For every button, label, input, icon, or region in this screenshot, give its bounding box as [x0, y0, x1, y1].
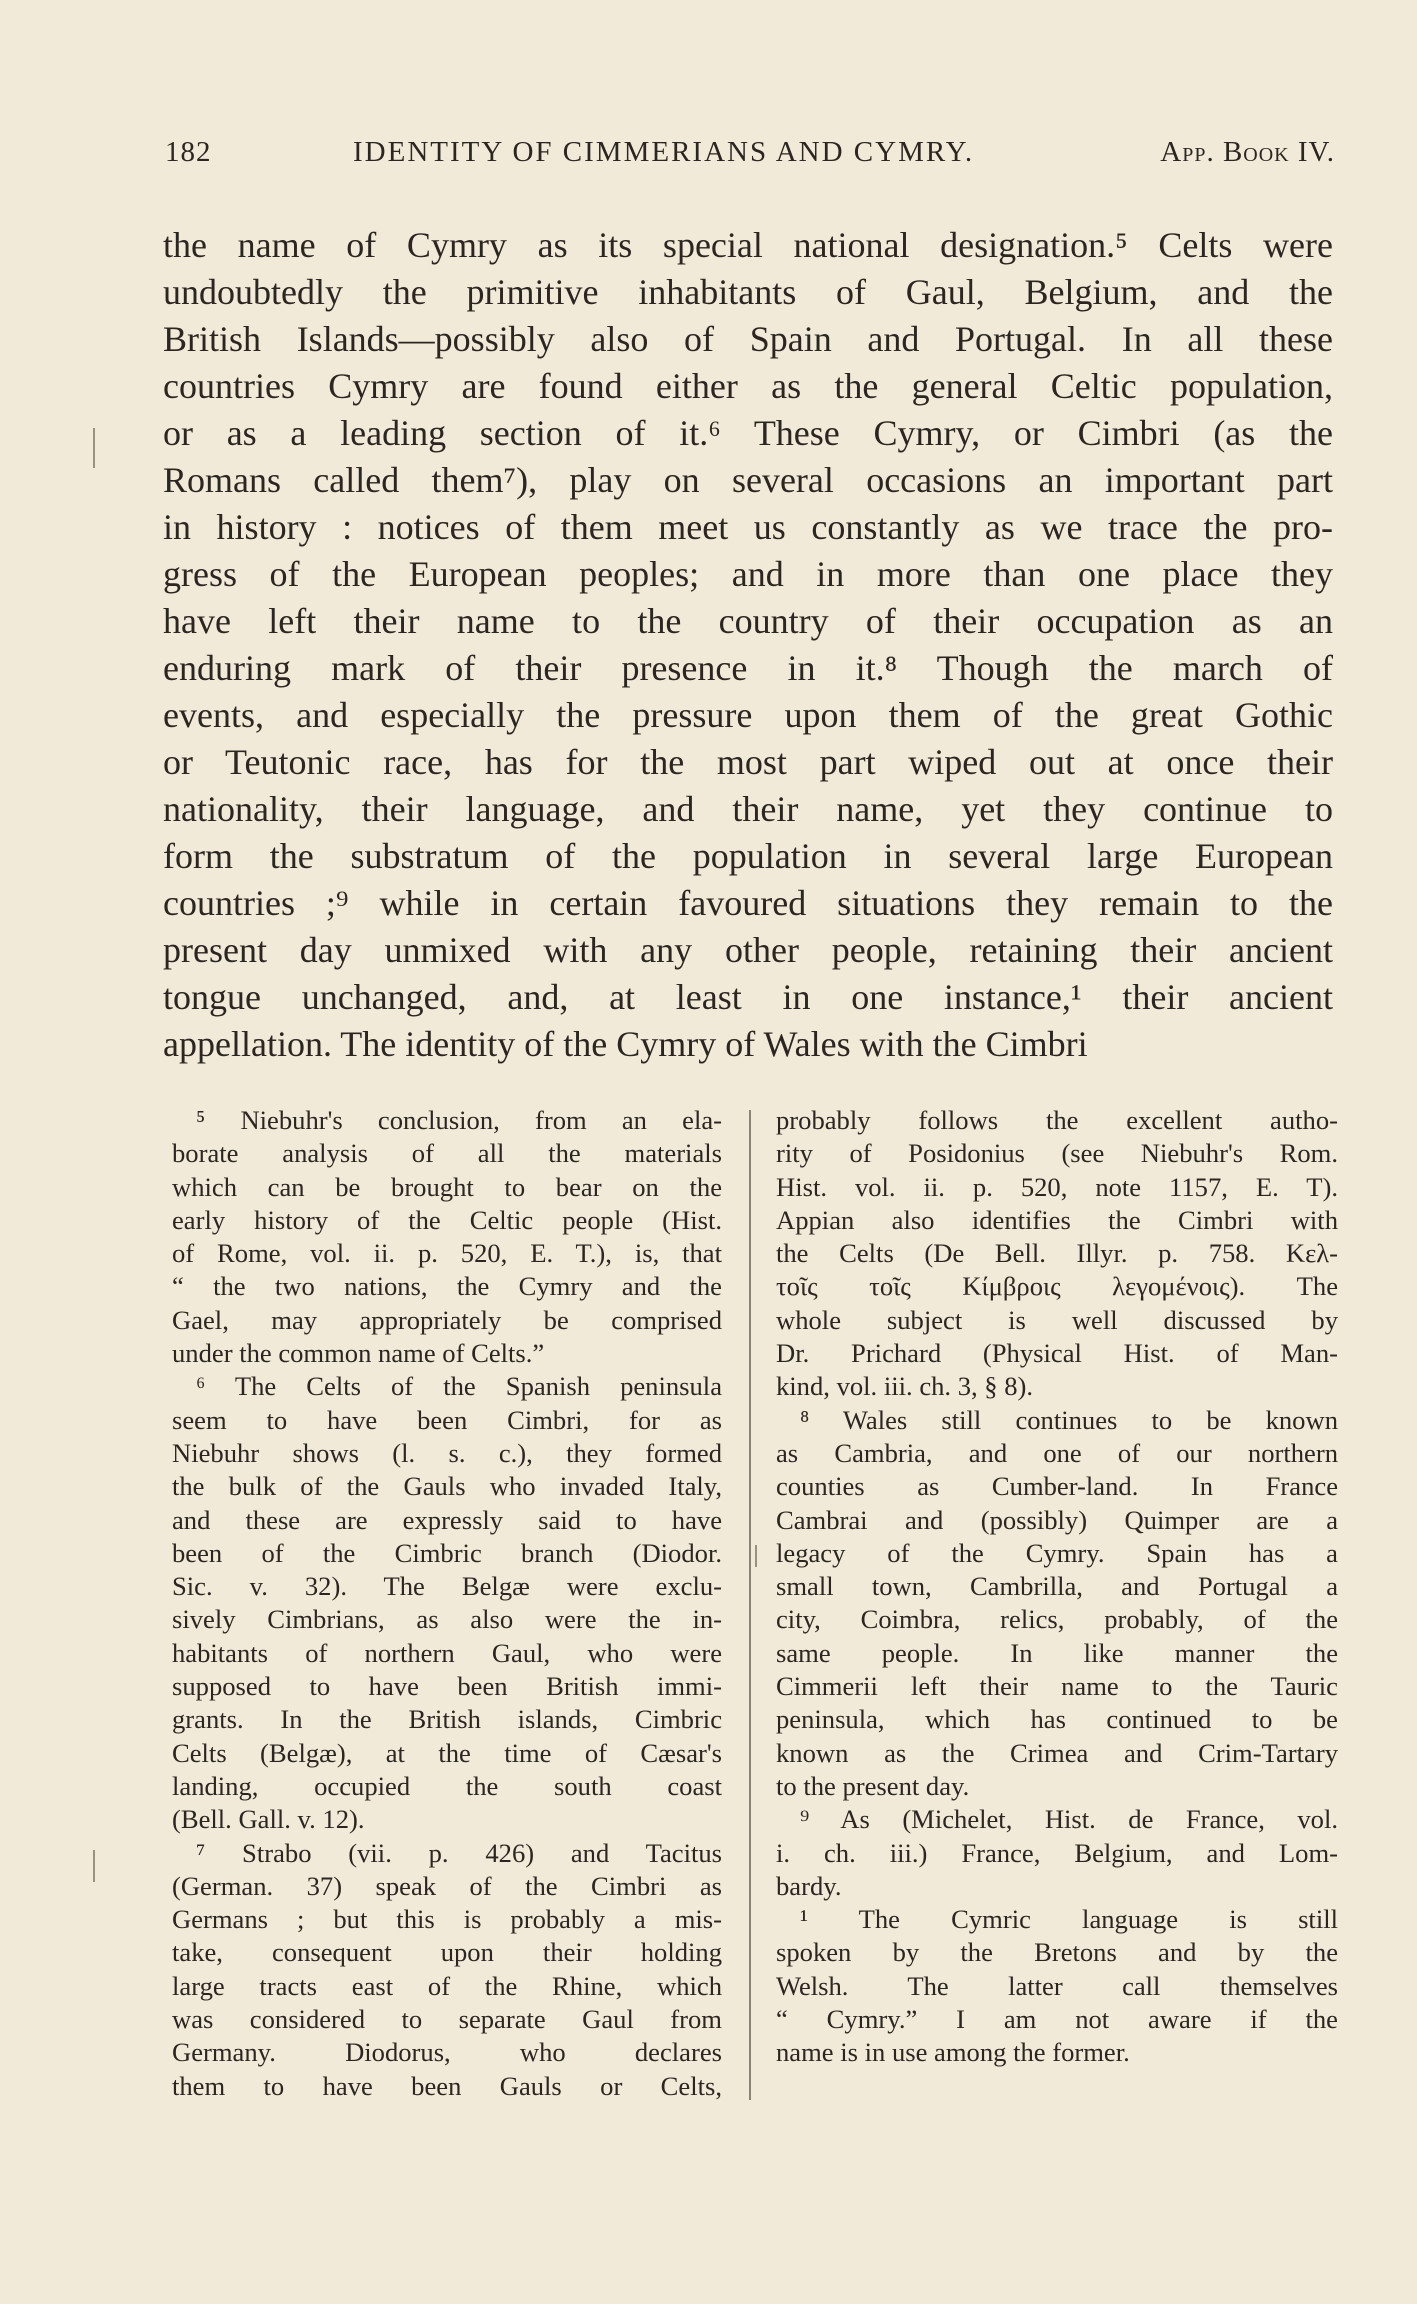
footnote-line: (German. 37) speak of the Cimbri as: [172, 1870, 722, 1901]
main-text-line: British Islands—possibly also of Spain and Portugal. In all these: [163, 319, 1333, 359]
main-text-line: tongue unchanged, and, at least in one instance,¹ their ancient: [163, 977, 1333, 1017]
main-text-line: countries Cymry are found either as the general Celtic population,: [163, 366, 1333, 406]
footnote-line: the Celts (De Bell. Illyr. p. 758. Κελ-: [776, 1238, 1338, 1269]
footnote-line: τοῖς τοῖς Κίμβροις λεγομένοις). The: [776, 1271, 1338, 1302]
main-text-line: events, and especially the pressure upon them of the great Gothic: [163, 695, 1333, 735]
main-text-line: countries ;⁹ while in certain favoured situations they remain to the: [163, 883, 1333, 923]
footnote-line: small town, Cambrilla, and Portugal a: [776, 1571, 1338, 1602]
main-text-line: appellation. The identity of the Cymry of Wales with the Cimbri: [163, 1024, 1088, 1064]
footnote-line: the bulk of the Gauls who invaded Italy,: [172, 1471, 722, 1502]
footnote-line: and these are expressly said to have: [172, 1504, 722, 1535]
footnote-line: (Bell. Gall. v. 12).: [172, 1804, 365, 1835]
footnote-line: sively Cimbrians, as also were the in-: [172, 1604, 722, 1635]
footnote-line: ⁹ As (Michelet, Hist. de France, vol.: [800, 1804, 1338, 1835]
footnote-line: “ the two nations, the Cymry and the: [172, 1271, 722, 1302]
margin-mark: [755, 1545, 757, 1567]
main-text-line: have left their name to the country of their occupation as an: [163, 601, 1333, 641]
footnote-line: bardy.: [776, 1870, 842, 1901]
footnote-line: rity of Posidonius (see Niebuhr's Rom.: [776, 1138, 1338, 1169]
main-text-line: present day unmixed with any other people, retaining their ancient: [163, 930, 1333, 970]
footnote-line: Celts (Belgæ), at the time of Cæsar's: [172, 1737, 722, 1768]
main-text: [163, 222, 1333, 1068]
main-text-line: Romans called them⁷), play on several occasions an important part: [163, 460, 1333, 500]
main-text-line: form the substratum of the population in several large European: [163, 836, 1333, 876]
footnote-line: under the common name of Celts.”: [172, 1338, 545, 1369]
main-text-line: nationality, their language, and their name, yet they continue to: [163, 789, 1333, 829]
footnote-line: supposed to have been British immi-: [172, 1671, 722, 1702]
footnote-line: Gael, may appropriately be comprised: [172, 1304, 722, 1335]
page-number: 182: [165, 136, 212, 168]
footnote-line: same people. In like manner the: [776, 1637, 1338, 1668]
footnote-line: ¹ The Cymric language is still: [800, 1904, 1338, 1935]
footnote-line: to the present day.: [776, 1770, 970, 1801]
footnote-line: take, consequent upon their holding: [172, 1937, 722, 1968]
footnote-line: spoken by the Bretons and by the: [776, 1937, 1338, 1968]
footnote-line: city, Coimbra, relics, probably, of the: [776, 1604, 1338, 1635]
footnotes-right-column: [776, 1104, 1338, 2070]
main-text-line: undoubtedly the primitive inhabitants of Gaul, Belgium, and the: [163, 272, 1333, 312]
footnotes-left-column: [172, 1104, 722, 2103]
footnote-line: grants. In the British islands, Cimbric: [172, 1704, 722, 1735]
footnote-line: probably follows the excellent autho-: [776, 1105, 1338, 1135]
footnote-line: known as the Crimea and Crim-Tartary: [776, 1737, 1338, 1768]
footnote-line: which can be brought to bear on the: [172, 1171, 722, 1202]
margin-mark: [93, 1850, 95, 1882]
main-text-line: the name of Cymry as its special national designation.⁵ Celts were: [163, 225, 1333, 265]
footnote-line: Germany. Diodorus, who declares: [172, 2037, 722, 2068]
running-head-title: IDENTITY OF CIMMERIANS AND CYMRY.: [353, 136, 975, 168]
footnote-line: Sic. v. 32). The Belgæ were exclu-: [172, 1571, 722, 1602]
footnote-line: landing, occupied the south coast: [172, 1770, 722, 1801]
footnote-line: been of the Cimbric branch (Diodor.: [172, 1537, 722, 1568]
footnote-line: Appian also identifies the Cimbri with: [776, 1204, 1338, 1235]
column-divider: [749, 1110, 751, 2100]
footnote-line: ⁷ Strabo (vii. p. 426) and Tacitus: [196, 1837, 722, 1868]
main-text-line: in history : notices of them meet us constantly as we trace the pro-: [163, 507, 1333, 547]
footnote-line: ⁵ Niebuhr's conclusion, from an ela-: [196, 1105, 722, 1135]
footnote-line: Cimmerii left their name to the Tauric: [776, 1671, 1338, 1702]
footnote-line: seem to have been Cimbri, for as: [172, 1404, 722, 1435]
footnote-line: them to have been Gauls or Celts,: [172, 2070, 722, 2101]
footnote-line: habitants of northern Gaul, who were: [172, 1637, 722, 1668]
footnote-line: i. ch. iii.) France, Belgium, and Lom-: [776, 1837, 1338, 1868]
footnote-line: Dr. Prichard (Physical Hist. of Man-: [776, 1338, 1338, 1369]
footnote-line: large tracts east of the Rhine, which: [172, 1970, 722, 2001]
footnote-line: borate analysis of all the materials: [172, 1138, 722, 1169]
footnote-line: kind, vol. iii. ch. 3, § 8).: [776, 1371, 1034, 1402]
footnote-line: Cambrai and (possibly) Quimper are a: [776, 1504, 1338, 1535]
footnote-line: Germans ; but this is probably a mis-: [172, 1904, 722, 1935]
footnote-line: ⁶ The Celts of the Spanish peninsula: [196, 1371, 722, 1402]
footnote-line: Welsh. The latter call themselves: [776, 1970, 1338, 2001]
footnote-line: ⁸ Wales still continues to be known: [800, 1404, 1338, 1435]
running-head-section: App. Book IV.: [1160, 136, 1335, 168]
footnote-line: “ Cymry.” I am not aware if the: [776, 2004, 1338, 2035]
running-head: [165, 136, 1335, 176]
footnote-line: peninsula, which has continued to be: [776, 1704, 1338, 1735]
footnote-line: Hist. vol. ii. p. 520, note 1157, E. T).: [776, 1171, 1338, 1202]
footnote-line: name is in use among the former.: [776, 2037, 1130, 2068]
footnote-line: of Rome, vol. ii. p. 520, E. T.), is, that: [172, 1238, 722, 1269]
footnote-line: early history of the Celtic people (Hist.: [172, 1204, 722, 1235]
footnote-line: whole subject is well discussed by: [776, 1304, 1338, 1335]
footnote-line: Niebuhr shows (l. s. c.), they formed: [172, 1437, 722, 1468]
main-text-line: gress of the European peoples; and in more than one place they: [163, 554, 1333, 594]
margin-mark: [93, 428, 95, 468]
footnote-line: legacy of the Cymry. Spain has a: [776, 1537, 1338, 1568]
footnote-line: as Cambria, and one of our northern: [776, 1437, 1338, 1468]
footnote-line: was considered to separate Gaul from: [172, 2004, 722, 2035]
main-text-line: or Teutonic race, has for the most part wiped out at once their: [163, 742, 1333, 782]
main-text-line: or as a leading section of it.⁶ These Cymry, or Cimbri (as the: [163, 413, 1333, 453]
main-text-line: enduring mark of their presence in it.⁸ Though the march of: [163, 648, 1333, 688]
footnote-line: counties as Cumber-land. In France: [776, 1471, 1338, 1502]
